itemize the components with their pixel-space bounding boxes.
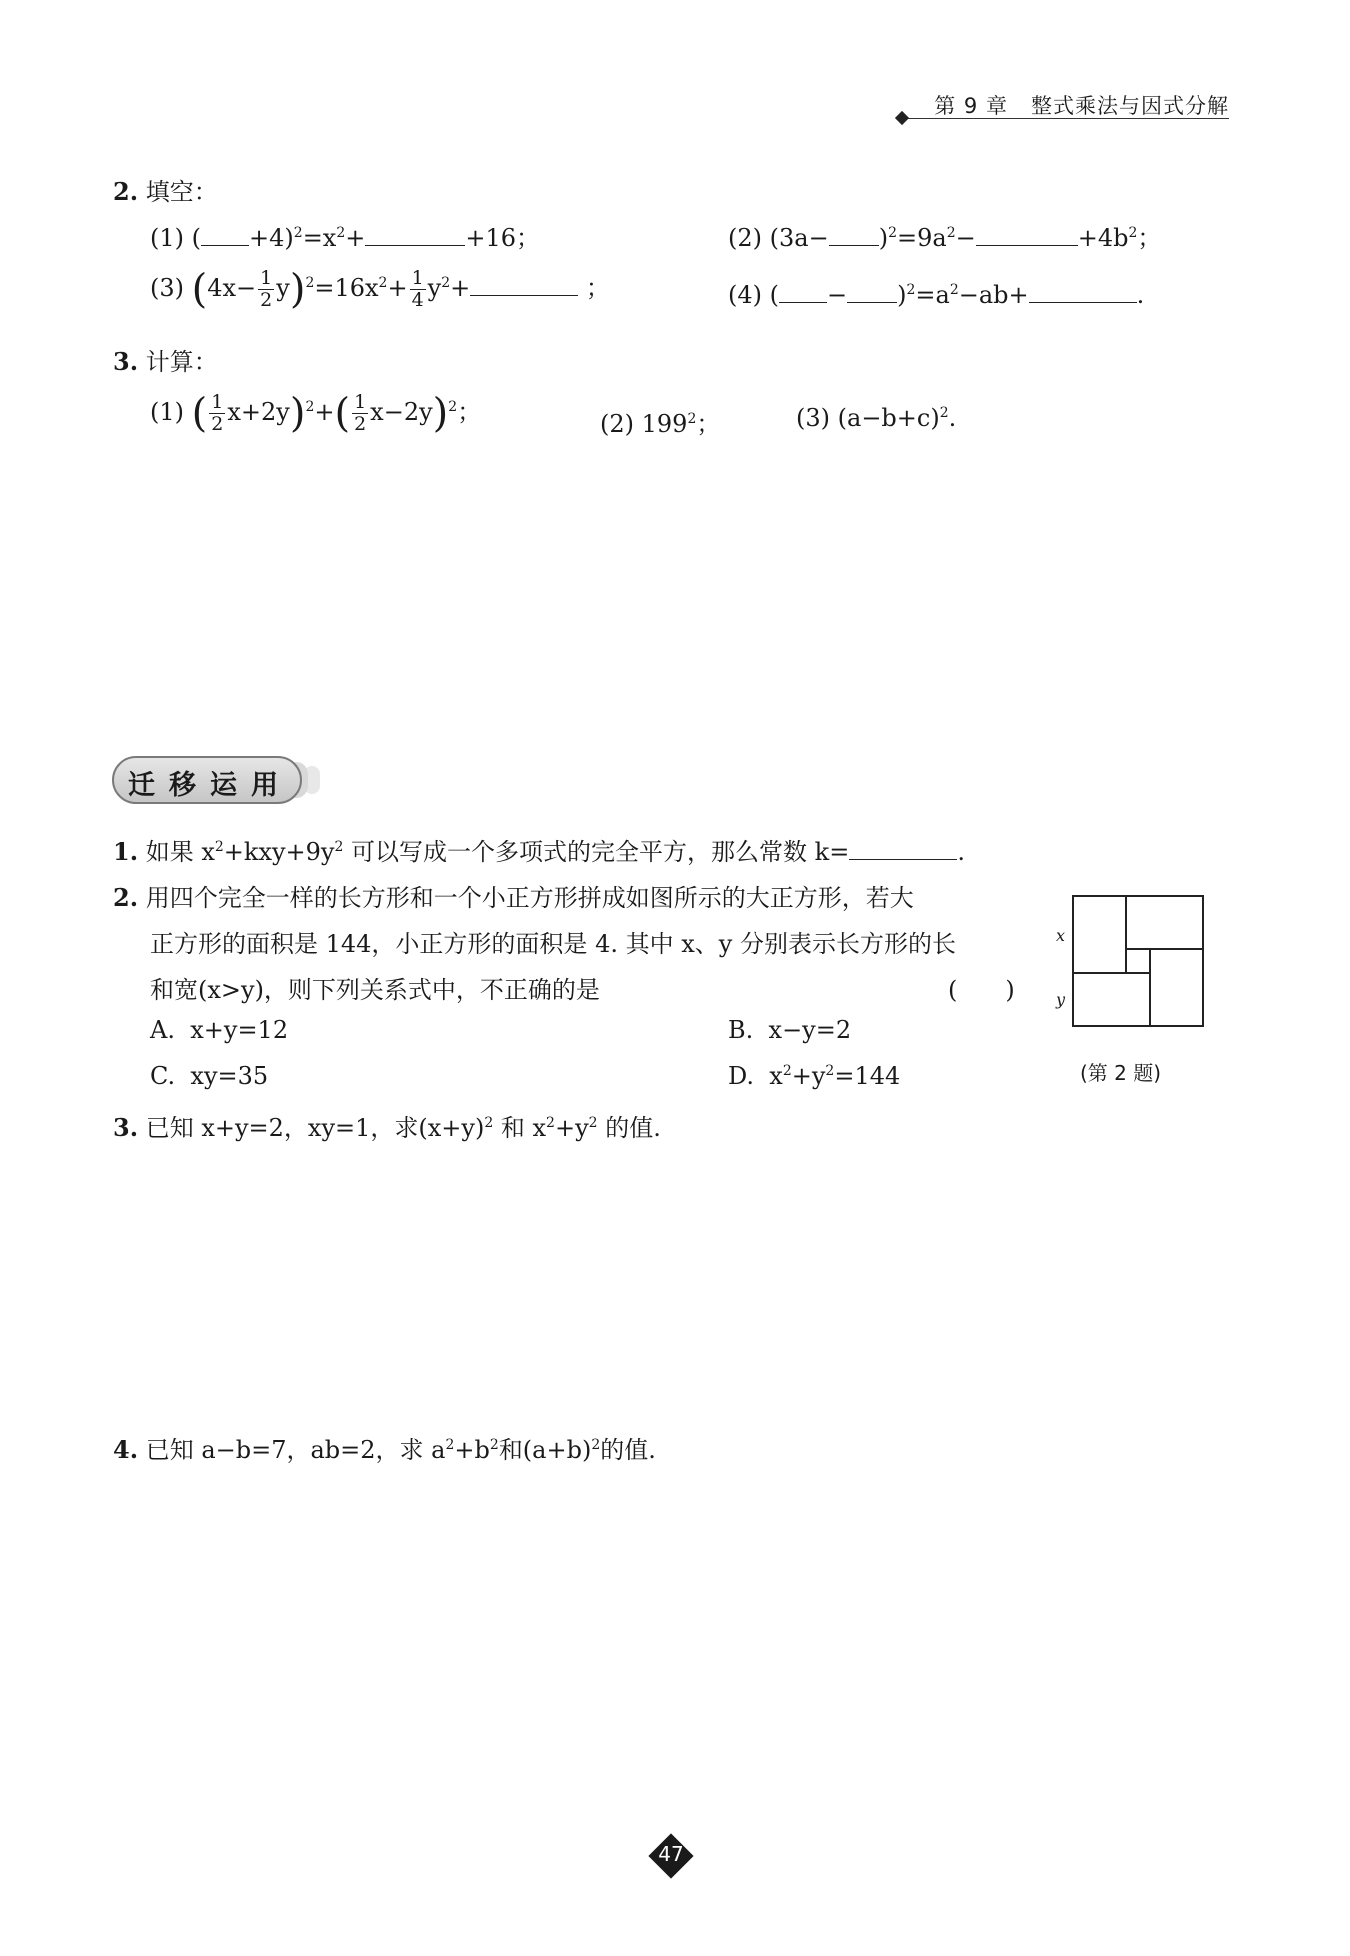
answer-blank[interactable] — [365, 223, 465, 246]
answer-blank[interactable] — [849, 837, 957, 860]
text-segment: y — [427, 274, 442, 302]
item-label: (2) — [600, 410, 634, 438]
part2-question-3: 3. 已知 x+y=2，xy=1，求$(x+y)^2$ 和 $x^2+y^2$ 的值. — [113, 1113, 661, 1142]
item-label: (1) — [150, 224, 184, 252]
part2-question-2-line2: 正方形的面积是 144，小正方形的面积是 4. 其中 x、y 分别表示长方形的长 — [150, 930, 956, 958]
figure-caption: (第 2 题) — [1080, 1061, 1162, 1085]
item-label: (3) — [150, 274, 184, 302]
text-segment: . — [1136, 281, 1145, 309]
fraction: $\frac{1}{4}$ — [411, 267, 424, 311]
option-c[interactable] — [150, 1062, 268, 1090]
option-a[interactable] — [150, 1016, 288, 1044]
part2-question-2-line1 — [113, 878, 914, 913]
question-number: 4. — [113, 1435, 139, 1464]
text-segment: + — [450, 274, 471, 302]
q2-item-4: (4) ( − )$^2=a^2-ab+$ . — [728, 281, 1145, 309]
question-number: 3. — [113, 347, 139, 376]
q2-item-3: (3) (4x− $\frac{1}{2}$ $y)^2=16x^2+$ $\frac{1}{4}$ $y^2+$ ； — [150, 266, 610, 313]
text-segment: 4x− — [207, 274, 257, 302]
text-segment: ) — [878, 224, 889, 252]
page-number: 47 — [658, 1842, 684, 1866]
text-segment: +kxy+9y — [223, 838, 335, 866]
question-number: 2. — [113, 883, 139, 912]
section-title: 迁移运用 — [128, 770, 292, 801]
q3-item-2: (2) $199^2$； — [600, 410, 721, 438]
text-segment: ； — [1137, 224, 1162, 252]
section-banner — [112, 756, 326, 804]
part2-question-2-line3: 和宽(x>y)，则下列关系式中，不正确的是 — [150, 976, 600, 1004]
header-rule — [905, 118, 1229, 119]
text-segment: ； — [457, 398, 482, 426]
question-number: 2. — [113, 177, 139, 206]
text-segment: y — [276, 274, 290, 302]
text-segment: ) — [897, 281, 907, 309]
page-number-badge — [648, 1833, 694, 1879]
question-number: 3. — [113, 1113, 139, 1142]
text-segment: + — [387, 274, 408, 302]
text-segment: 和(a+b) — [498, 1436, 592, 1464]
item-label: (2) — [728, 224, 762, 252]
text-segment: 和 x — [493, 1114, 547, 1142]
text-segment: =a — [915, 281, 950, 309]
chapter-title: 整式乘法与因式分解 — [1031, 94, 1229, 118]
answer-blank[interactable] — [847, 280, 897, 303]
text-segment: ； — [696, 410, 721, 438]
fraction: $\frac{1}{2}$ — [260, 267, 273, 311]
text-segment: − — [955, 224, 976, 252]
text-segment: (a−b+c) — [837, 404, 940, 432]
question-number: 1. — [113, 837, 139, 866]
text-segment: +4) — [249, 224, 294, 252]
text-segment: =x — [302, 224, 337, 252]
text-segment: 的值. — [600, 1436, 656, 1464]
text-segment: =9a — [897, 224, 947, 252]
q2-item-1: (1) ( $+4)^2=x^2+ +16$； — [150, 224, 541, 252]
question-3-heading — [113, 342, 218, 377]
question-prompt: 计算： — [145, 348, 218, 376]
figure-label-x: x — [1056, 926, 1066, 945]
text-segment: + — [314, 398, 335, 426]
text-segment: . — [957, 838, 965, 866]
option-text: xy=35 — [190, 1062, 269, 1090]
text-segment: =16x — [314, 274, 379, 302]
answer-paren[interactable]: ( ) — [948, 976, 1015, 1004]
q2-item-2: (2) $(3a- )^2=9a^2- +4b^2$； — [728, 224, 1162, 252]
text-segment: . — [948, 404, 957, 432]
text-segment: ( — [769, 281, 780, 309]
q3-item-1: (1) ( $\frac{1}{2}$ x+2y)$^2$+( $\frac{1}{2}$ x−2y)$^2$； — [150, 390, 482, 437]
item-label: (3) — [796, 404, 830, 432]
text-segment: ( — [191, 224, 202, 252]
answer-blank[interactable] — [779, 280, 827, 303]
text-segment: 的值. — [597, 1114, 661, 1142]
text-segment: (3a− — [769, 224, 829, 252]
text-segment: 用四个完全一样的长方形和一个小正方形拼成如图所示的大正方形，若大 — [145, 884, 914, 912]
text-segment: 如果 x — [145, 838, 215, 866]
part2-question-1: 1. 如果 $x^2+kxy+9y^2$ 可以写成一个多项式的完全平方，那么常数 k= . — [113, 837, 965, 866]
text-segment: −ab+ — [958, 281, 1029, 309]
fraction: $\frac{1}{2}$ — [211, 391, 224, 435]
answer-blank[interactable] — [976, 223, 1078, 246]
answer-blank[interactable] — [201, 223, 249, 246]
option-text: =144 — [834, 1062, 901, 1090]
answer-blank[interactable] — [470, 273, 578, 296]
question-prompt: 填空： — [145, 178, 218, 206]
text-segment: + — [345, 224, 366, 252]
option-text: x+y=12 — [190, 1016, 289, 1044]
option-text: +y — [791, 1062, 826, 1090]
running-header — [934, 90, 1229, 120]
text-segment: +y — [554, 1114, 589, 1142]
option-text: x−y=2 — [768, 1016, 852, 1044]
part2-question-4: 4. 已知 a−b=7，ab=2，求 $a^2+b^2$和$(a+b)^2$的值. — [113, 1435, 656, 1464]
text-segment: +16； — [465, 224, 541, 252]
text-segment: − — [827, 281, 848, 309]
text-segment: ； — [585, 274, 610, 302]
answer-blank[interactable] — [829, 223, 879, 246]
option-letter: D. — [728, 1062, 755, 1090]
option-text: x — [769, 1062, 783, 1090]
text-segment: 已知 x+y=2，xy=1，求(x+y) — [145, 1114, 485, 1142]
option-letter: A. — [150, 1016, 175, 1044]
text-segment: x+2y — [227, 398, 290, 426]
text-segment: x−2y — [370, 398, 433, 426]
option-letter: B. — [728, 1016, 754, 1044]
option-d[interactable]: D. $x^2+y^2=144$ — [728, 1062, 901, 1090]
question-2-heading — [113, 172, 218, 207]
header-diamond-icon — [895, 111, 909, 125]
option-letter: C. — [150, 1062, 176, 1090]
item-label: (4) — [728, 281, 762, 309]
text-segment: 可以写成一个多项式的完全平方，那么常数 k= — [343, 838, 850, 866]
text-segment: +b — [454, 1436, 490, 1464]
figure-label-y: y — [1056, 990, 1066, 1009]
square-tiling-figure — [1072, 895, 1204, 1027]
answer-blank[interactable] — [1029, 280, 1137, 303]
option-b[interactable] — [728, 1016, 851, 1044]
text-segment: 已知 a−b=7，ab=2，求 a — [145, 1436, 446, 1464]
text-segment: +4b — [1077, 224, 1129, 252]
chapter-label: 第 9 章 — [934, 94, 1008, 118]
fraction: $\frac{1}{2}$ — [354, 391, 367, 435]
q3-item-3: (3) $(a-b+c)^2$. — [796, 404, 957, 432]
text-segment: 199 — [641, 410, 688, 438]
item-label: (1) — [150, 398, 184, 426]
